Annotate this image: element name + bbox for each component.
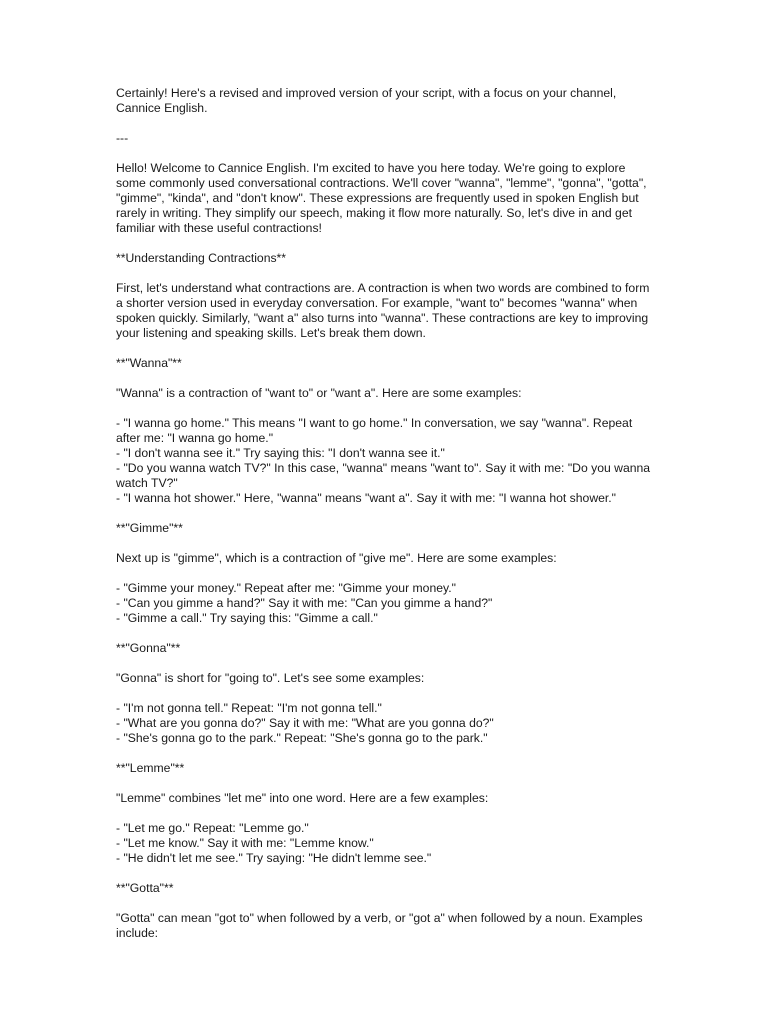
gotta-intro: "Gotta" can mean "got to" when followed by a verb, or "got a" when followed by a noun. Examples include: <box>116 911 643 940</box>
lemme-intro: "Lemme" combines "let me" into one word. Here are a few examples: <box>116 791 489 805</box>
list-item: - "He didn't let me see." Try saying: "He didn't lemme see." <box>116 851 432 865</box>
intro-paragraph: Certainly! Here's a revised and improved version of your script, with a focus on your channel, Cannice English. <box>116 86 617 115</box>
gimme-heading: **"Gimme"** <box>116 521 183 535</box>
document-body <box>116 86 656 956</box>
gimme-examples-list <box>116 581 656 626</box>
list-item: - "Gimme a call." Try saying this: "Gimme a call." <box>116 611 378 625</box>
gonna-examples-list <box>116 701 656 746</box>
wanna-heading: **"Wanna"** <box>116 356 182 370</box>
gimme-intro: Next up is "gimme", which is a contraction of "give me". Here are some examples: <box>116 551 557 565</box>
list-item: - "I wanna go home." This means "I want to go home." In conversation, we say "wanna". Repeat after me: "I wanna go home." <box>116 416 633 445</box>
understanding-paragraph: First, let's understand what contractions are. A contraction is when two words are combined to form a shorter version used in everyday conversation. For example, "want to" becomes "wanna" when spoken quickly. Similarly, "want a" also turns into "wanna". These contractions are key to improving your listening and speaking skills. Let's break them down. <box>116 281 650 340</box>
gonna-heading: **"Gonna"** <box>116 641 181 655</box>
separator-line: --- <box>116 131 129 145</box>
lemme-heading: **"Lemme"** <box>116 761 185 775</box>
list-item: - "What are you gonna do?" Say it with me: "What are you gonna do?" <box>116 716 494 730</box>
list-item: - "I wanna hot shower." Here, "wanna" means "want a". Say it with me: "I wanna hot shower." <box>116 491 617 505</box>
welcome-paragraph: Hello! Welcome to Cannice English. I'm excited to have you here today. We're going to explore some commonly used conversational contractions. We'll cover "wanna", "lemme", "gonna", "gotta", "gimme", "kinda", and "don't know". These expressions are frequently used in spoken English but rarely in writing. They simplify our speech, making it flow more naturally. So, let's dive in and get familiar with these useful contractions! <box>116 161 647 235</box>
list-item: - "Can you gimme a hand?" Say it with me: "Can you gimme a hand?" <box>116 596 493 610</box>
understanding-heading: **Understanding Contractions** <box>116 251 287 265</box>
wanna-examples-list <box>116 416 656 506</box>
wanna-intro: "Wanna" is a contraction of "want to" or "want a". Here are some examples: <box>116 386 522 400</box>
list-item: - "Gimme your money." Repeat after me: "Gimme your money." <box>116 581 456 595</box>
list-item: - "I don't wanna see it." Try saying this: "I don't wanna see it." <box>116 446 445 460</box>
list-item: - "Let me go." Repeat: "Lemme go." <box>116 821 309 835</box>
lemme-examples-list <box>116 821 656 866</box>
list-item: - "Let me know." Say it with me: "Lemme know." <box>116 836 374 850</box>
list-item: - "I'm not gonna tell." Repeat: "I'm not gonna tell." <box>116 701 382 715</box>
list-item: - "She's gonna go to the park." Repeat: "She's gonna go to the park." <box>116 731 488 745</box>
gonna-intro: "Gonna" is short for "going to". Let's see some examples: <box>116 671 425 685</box>
list-item: - "Do you wanna watch TV?" In this case, "wanna" means "want to". Say it with me: "Do you wanna watch TV?" <box>116 461 651 490</box>
gotta-heading: **"Gotta"** <box>116 881 174 895</box>
